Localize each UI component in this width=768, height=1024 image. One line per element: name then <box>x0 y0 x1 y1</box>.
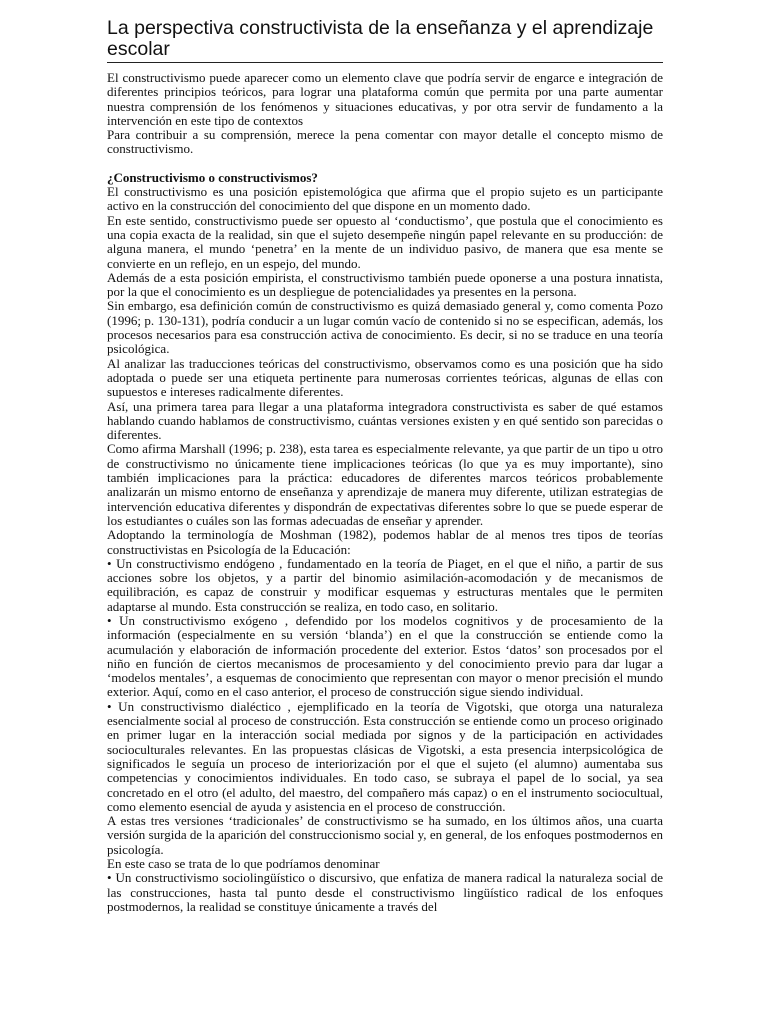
list-item: • Un constructivismo dialéctico , ejemplificado en la teoría de Vigotski, que otorga una naturaleza esencialmente social al proceso de construcción. Esta construcción se entiende como un proceso originado en primer lugar en la interacción social mediada por signos y de la participación en actividades socioculturales relevantes. En las propuestas clásicas de Vigotski, a esta presencia interpsicológica de significados le seguía un proceso de interiorización por el que el sujeto (el alumno) aumentaba sus competencias y conocimientos individuales. En todo caso, se subraya el papel de lo social, ya sea concretado en el otro (el adulto, del maestro, del compañero más capaz) o en el instrumento sociocultual, como elemento esencial de ayuda y asistencia en el proceso de construcción. <box>107 698 663 814</box>
paragraph: Para contribuir a su comprensión, merece la pena comentar con mayor detalle el concepto mismo de constructivismo. <box>107 127 663 157</box>
paragraph: Así, una primera tarea para llegar a una plataforma integradora constructivista es saber de qué estamos hablando cuando hablamos de constructivismo, cuántas versiones existen y en qué sentido son parecidas o diferentes. <box>107 398 663 443</box>
section-heading: ¿Constructivismo o constructivismos? <box>107 169 318 185</box>
list-item: • Un constructivismo exógeno , defendido por los modelos cognitivos y de procesamiento de la información (especialmente en su versión ‘blanda’) en el que la construcción se entiende como la acumulación y elaboración de información procedente del exterior. Estos ‘datos’ son procesados por el niño en función de ciertos mecanismos de procesamiento y del conocimiento previo para dar lugar a ‘modelos mentales’, a esquemas de conocimiento que representan con mayor o menor precisión el mundo exterior. Aquí, como en el caso anterior, el proceso de construcción sigue siendo individual. <box>107 612 663 700</box>
list-item: • Un constructivismo sociolingüístico o discursivo, que enfatiza de manera radical la naturaleza social de las construcciones, hasta tal punto desde el constructivismo lingüístico radical de los enfoques postmodernos, la realidad se constituye únicamente a través del <box>107 870 663 914</box>
document-body <box>107 71 663 914</box>
paragraph: Al analizar las traducciones teóricas del constructivismo, observamos como es una posición que ha sido adoptada o puede ser una etiqueta pertinente para numerosas corrientes teóricas, algunas de ellas con supuestos e intereses radicalmente diferentes. <box>107 355 663 400</box>
paragraph: Como afirma Marshall (1996; p. 238), esta tarea es especialmente relevante, ya que partir de un tipo u otro de constructivismo no únicamente tiene implicaciones teóricas (lo que ya es muy importante), sino también implicaciones para la práctica: educadores de diferentes marcos teóricos probablemente analizarán un mismo entorno de enseñanza y aprendizaje de manera muy diferente, utilizan estrategias de intervención educativa diferentes y dispondrán de expectativas diferentes sobre lo que se puede esperar de los estudiantes o cuáles son las formas adecuadas de enseñar y aprender. <box>107 441 663 528</box>
paragraph: A estas tres versiones ‘tradicionales’ de constructivismo se ha sumado, en los últimos años, una cuarta versión surgida de la aparición del construccionismo social y, en general, de los enfoques postmodernos en psicología. <box>107 813 663 857</box>
paragraph: El constructivismo es una posición epistemológica que afirma que el propio sujeto es un participante activo en la construcción del conocimiento del que dispone en un momento dado. <box>107 184 663 214</box>
list-item: • Un constructivismo endógeno , fundamentado en la teoría de Piaget, en el que el niño, a partir de sus acciones sobre los objetos, y a partir del binomio asimilación-acomodación y de mecanismos de equilibración, es capaz de construir y modificar esquemas y estructuras mentales que le permiten adaptarse al mundo. Esta construcción se realiza, en todo caso, en solitario. <box>107 555 663 614</box>
paragraph: Adoptando la terminología de Moshman (1982), podemos hablar de al menos tres tipos de teorías constructivistas en Psicología de la Educación: <box>107 527 663 557</box>
document-title: La perspectiva constructivista de la enseñanza y el aprendizaje escolar <box>107 18 663 63</box>
paragraph: Sin embargo, esa definición común de constructivismo es quizá demasiado general y, como comenta Pozo (1996; p. 130-131), podría conducir a un lugar común vacío de contenido si no se especifican, además, los procesos necesarios para esa construcción activa de conocimiento. Es decir, si no se traduce en una teoría psicológica. <box>107 298 663 357</box>
paragraph-gap <box>107 157 663 171</box>
paragraph: El constructivismo puede aparecer como un elemento clave que podría servir de engarce e integración de diferentes principios teóricos, para lograr una plataforma común que permita por una parte aumentar nuestra comprensión de los fenómenos y situaciones educativas, y por otra servir de fundamento a la intervención en este tipo de contextos <box>107 70 663 128</box>
paragraph: Además de a esta posición empirista, el constructivismo también puede oponerse a una postura innatista, por la que el conocimiento es un despliegue de potencialidades ya presentes en la persona. <box>107 269 663 300</box>
paragraph: En este sentido, constructivismo puede ser opuesto al ‘conductismo’, que postula que el conocimiento es una copia exacta de la realidad, sin que el sujeto desempeñe ningún papel relevante en su producción: de alguna manera, el mundo ‘penetra’ en la mente de un individuo pasivo, de manera que esa mente se convierte en un reflejo, en un espejo, del mundo. <box>107 212 663 271</box>
paragraph: En este caso se trata de lo que podríamos denominar <box>107 856 380 872</box>
document-page <box>107 18 663 914</box>
